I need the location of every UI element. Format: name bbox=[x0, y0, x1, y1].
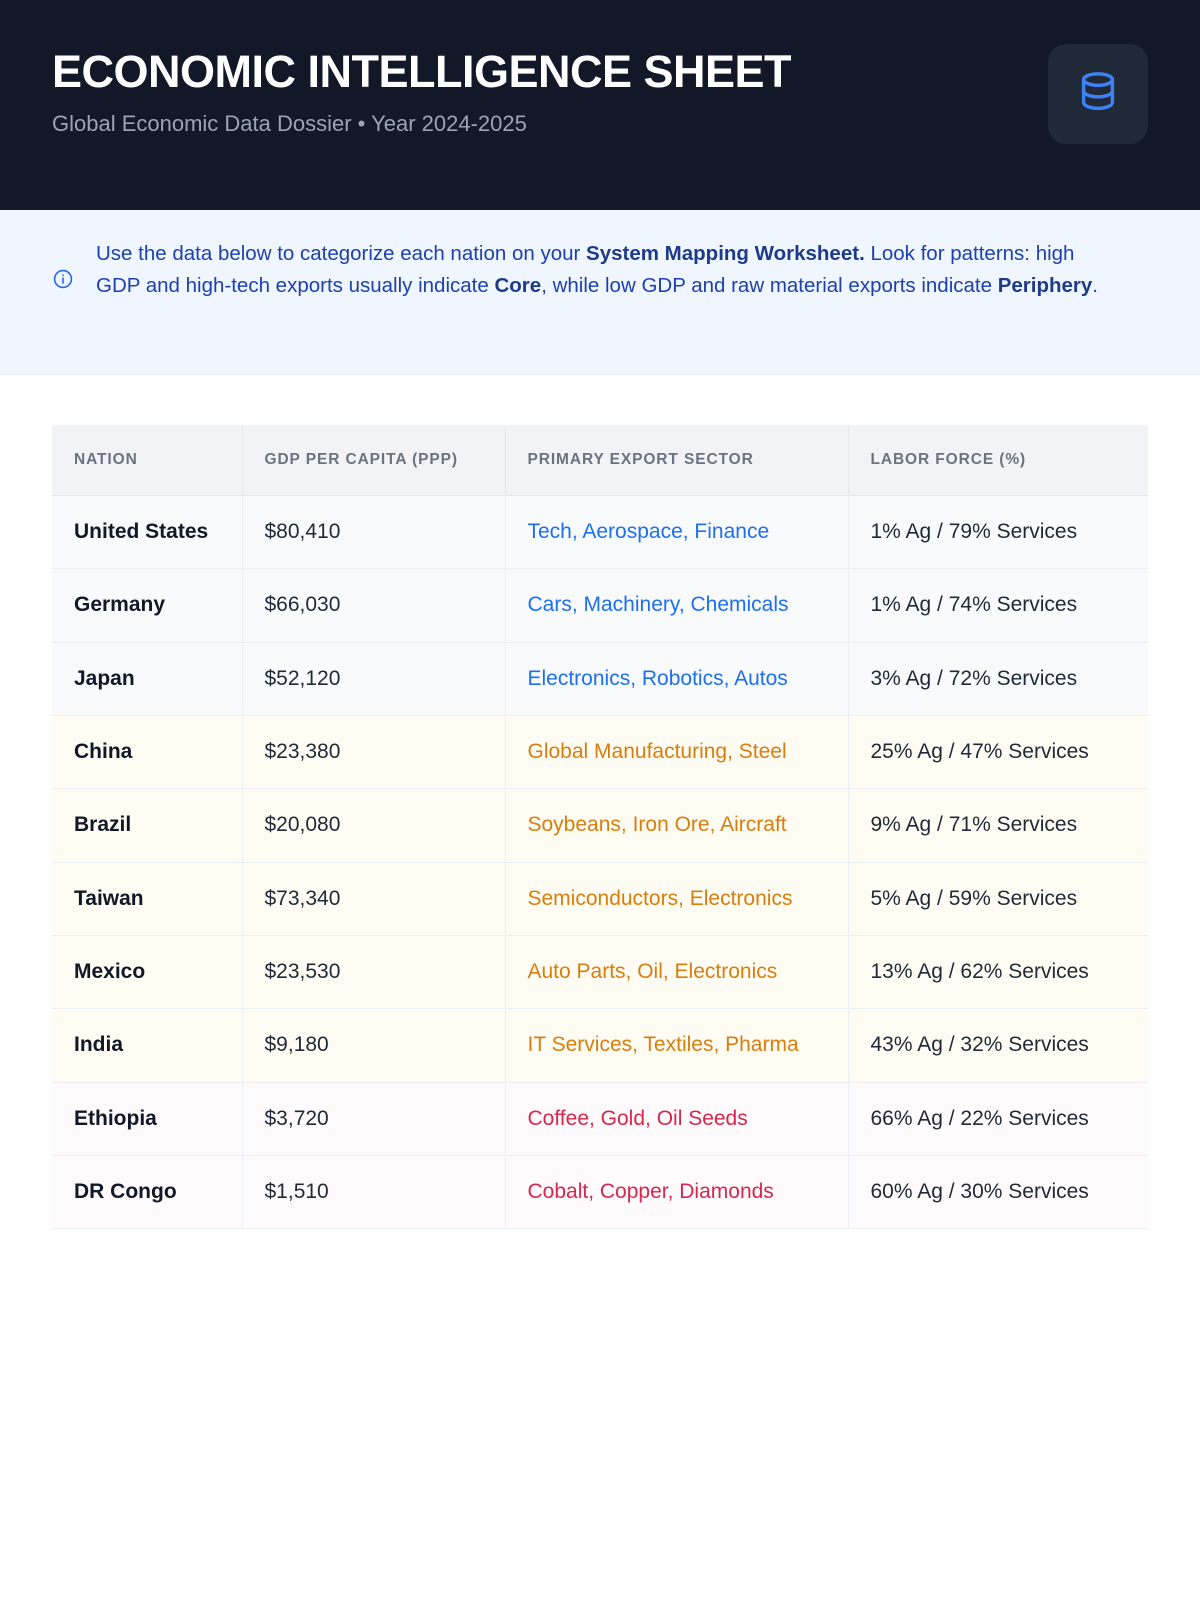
cell-labor-force: 66% Ag / 22% Services bbox=[848, 1082, 1148, 1155]
cell-nation: Brazil bbox=[52, 789, 242, 862]
instruction-segment: , while low GDP and raw material exports indicate bbox=[541, 274, 998, 298]
instruction-segment: . bbox=[1092, 274, 1098, 298]
page-subtitle: Global Economic Data Dossier • Year 2024-2025 bbox=[52, 111, 527, 137]
cell-export-sector: Tech, Aerospace, Finance bbox=[505, 496, 848, 569]
cell-gdp: $73,340 bbox=[242, 862, 505, 935]
cell-export-sector: Semiconductors, Electronics bbox=[505, 862, 848, 935]
table-row bbox=[52, 569, 1148, 642]
column-header-labor: LABOR FORCE (%) bbox=[848, 425, 1148, 496]
table-row bbox=[52, 1009, 1148, 1082]
cell-nation: Japan bbox=[52, 642, 242, 715]
database-icon bbox=[1075, 69, 1121, 120]
cell-gdp: $66,030 bbox=[242, 569, 505, 642]
table-row bbox=[52, 789, 1148, 862]
cell-labor-force: 25% Ag / 47% Services bbox=[848, 716, 1148, 789]
cell-gdp: $9,180 bbox=[242, 1009, 505, 1082]
column-header-nation: NATION bbox=[52, 425, 242, 496]
cell-gdp: $23,530 bbox=[242, 936, 505, 1009]
cell-export-sector: Soybeans, Iron Ore, Aircraft bbox=[505, 789, 848, 862]
database-badge bbox=[1048, 44, 1148, 144]
table-body bbox=[52, 496, 1148, 1229]
cell-nation: Mexico bbox=[52, 936, 242, 1009]
info-circle-icon bbox=[52, 268, 74, 295]
cell-gdp: $20,080 bbox=[242, 789, 505, 862]
cell-gdp: $1,510 bbox=[242, 1156, 505, 1229]
table-row bbox=[52, 642, 1148, 715]
instruction-callout bbox=[0, 210, 1200, 375]
cell-export-sector: Auto Parts, Oil, Electronics bbox=[505, 936, 848, 1009]
instruction-segment: Periphery bbox=[997, 274, 1093, 298]
cell-labor-force: 5% Ag / 59% Services bbox=[848, 862, 1148, 935]
cell-nation: DR Congo bbox=[52, 1156, 242, 1229]
cell-gdp: $23,380 bbox=[242, 716, 505, 789]
table-row bbox=[52, 936, 1148, 1009]
data-table-container bbox=[0, 375, 1200, 1229]
table-row bbox=[52, 862, 1148, 935]
cell-export-sector: IT Services, Textiles, Pharma bbox=[505, 1009, 848, 1082]
table-header bbox=[52, 425, 1148, 496]
table-row bbox=[52, 496, 1148, 569]
instruction-segment: Look for patterns: high GDP and high-tech exports usually indicate bbox=[96, 242, 1075, 298]
cell-nation: Taiwan bbox=[52, 862, 242, 935]
cell-export-sector: Coffee, Gold, Oil Seeds bbox=[505, 1082, 848, 1155]
cell-gdp: $52,120 bbox=[242, 642, 505, 715]
page-title: ECONOMIC INTELLIGENCE SHEET bbox=[52, 46, 792, 97]
cell-labor-force: 1% Ag / 74% Services bbox=[848, 569, 1148, 642]
column-header-gdp: GDP PER CAPITA (PPP) bbox=[242, 425, 505, 496]
cell-labor-force: 3% Ag / 72% Services bbox=[848, 642, 1148, 715]
cell-labor-force: 1% Ag / 79% Services bbox=[848, 496, 1148, 569]
cell-gdp: $3,720 bbox=[242, 1082, 505, 1155]
cell-export-sector: Electronics, Robotics, Autos bbox=[505, 642, 848, 715]
instruction-text bbox=[96, 238, 1116, 303]
cell-labor-force: 60% Ag / 30% Services bbox=[848, 1156, 1148, 1229]
cell-export-sector: Global Manufacturing, Steel bbox=[505, 716, 848, 789]
cell-labor-force: 43% Ag / 32% Services bbox=[848, 1009, 1148, 1082]
cell-nation: Germany bbox=[52, 569, 242, 642]
economic-data-table bbox=[52, 425, 1148, 1229]
instruction-segment: System Mapping Worksheet. bbox=[586, 242, 865, 265]
cell-labor-force: 13% Ag / 62% Services bbox=[848, 936, 1148, 1009]
cell-nation: Ethiopia bbox=[52, 1082, 242, 1155]
table-row bbox=[52, 1082, 1148, 1155]
page-header bbox=[0, 0, 1200, 210]
table-row bbox=[52, 1156, 1148, 1229]
table-row bbox=[52, 716, 1148, 789]
cell-nation: United States bbox=[52, 496, 242, 569]
instruction-segment: Use the data below to categorize each nation on your bbox=[96, 242, 587, 265]
cell-nation: China bbox=[52, 716, 242, 789]
cell-nation: India bbox=[52, 1009, 242, 1082]
instruction-segment: Core bbox=[494, 274, 542, 298]
cell-export-sector: Cobalt, Copper, Diamonds bbox=[505, 1156, 848, 1229]
cell-export-sector: Cars, Machinery, Chemicals bbox=[505, 569, 848, 642]
cell-labor-force: 9% Ag / 71% Services bbox=[848, 789, 1148, 862]
cell-gdp: $80,410 bbox=[242, 496, 505, 569]
column-header-sector: PRIMARY EXPORT SECTOR bbox=[505, 425, 848, 496]
header-text-group bbox=[52, 44, 791, 138]
table-header-row bbox=[52, 425, 1148, 496]
